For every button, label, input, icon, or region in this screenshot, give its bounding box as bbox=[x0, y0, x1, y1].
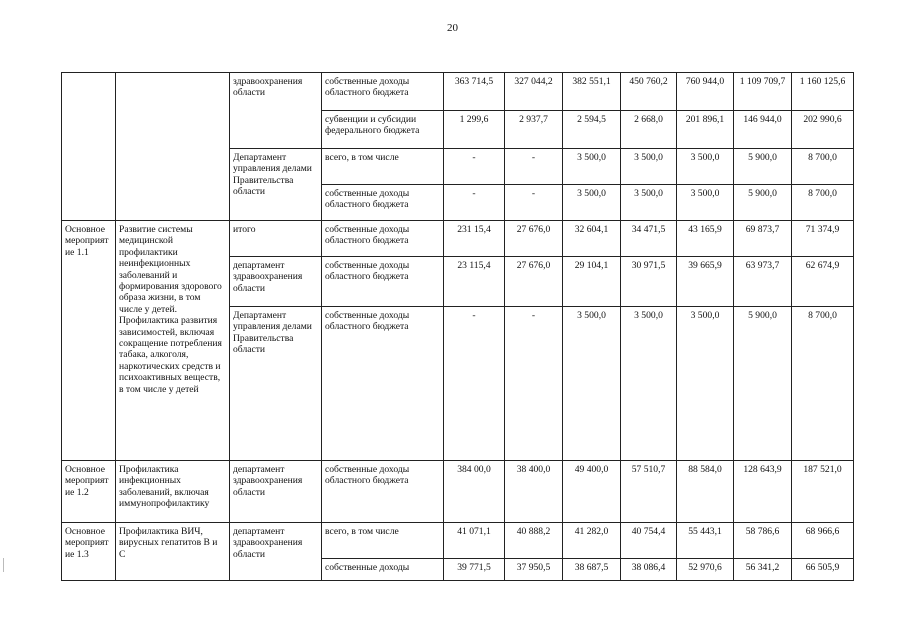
executor-cell: Департамент управления делами Правительства области bbox=[230, 149, 322, 221]
measure-cell: Основное мероприятие 1.2 bbox=[62, 461, 116, 523]
value-cell: 187 521,0 bbox=[792, 461, 854, 523]
value-cell: 38 086,4 bbox=[621, 559, 677, 581]
value-cell: 40 888,2 bbox=[505, 523, 563, 559]
value-cell: 3 500,0 bbox=[563, 185, 621, 221]
description-cell bbox=[116, 73, 230, 221]
measure-cell: Основное мероприятие 1.3 bbox=[62, 523, 116, 581]
table-row bbox=[62, 221, 854, 257]
value-cell: 37 950,5 bbox=[505, 559, 563, 581]
value-cell: 8 700,0 bbox=[792, 307, 854, 461]
value-cell: 5 900,0 bbox=[734, 307, 792, 461]
value-cell: 38 400,0 bbox=[505, 461, 563, 523]
value-cell: 363 714,5 bbox=[444, 73, 505, 111]
value-cell: 5 900,0 bbox=[734, 149, 792, 185]
table-row bbox=[62, 73, 854, 111]
value-cell: 57 510,7 bbox=[621, 461, 677, 523]
value-cell: - bbox=[505, 307, 563, 461]
value-cell: 62 674,9 bbox=[792, 257, 854, 307]
executor-cell: департамент здравоохранения области bbox=[230, 461, 322, 523]
value-cell: 382 551,1 bbox=[563, 73, 621, 111]
value-cell: 3 500,0 bbox=[621, 149, 677, 185]
value-cell: 29 104,1 bbox=[563, 257, 621, 307]
value-cell: 63 973,7 bbox=[734, 257, 792, 307]
value-cell: 3 500,0 bbox=[677, 149, 734, 185]
table-row bbox=[62, 523, 854, 559]
description-cell: Профилактика инфекционных заболеваний, включая иммунопрофилактику bbox=[116, 461, 230, 523]
source-cell: собственные доходы областного бюджета bbox=[322, 185, 444, 221]
value-cell: 49 400,0 bbox=[563, 461, 621, 523]
value-cell: 40 754,4 bbox=[621, 523, 677, 559]
value-cell: 41 071,1 bbox=[444, 523, 505, 559]
value-cell: 39 665,9 bbox=[677, 257, 734, 307]
executor-cell: здравоохранения области bbox=[230, 73, 322, 149]
executor-cell: департамент здравоохранения области bbox=[230, 523, 322, 581]
source-cell: собственные доходы областного бюджета bbox=[322, 221, 444, 257]
value-cell: 384 00,0 bbox=[444, 461, 505, 523]
measure-cell bbox=[62, 73, 116, 221]
value-cell: 56 341,2 bbox=[734, 559, 792, 581]
value-cell: 8 700,0 bbox=[792, 185, 854, 221]
value-cell: - bbox=[444, 185, 505, 221]
executor-cell: департамент здравоохранения области bbox=[230, 257, 322, 307]
description-cell: Профилактика ВИЧ, вирусных гепатитов В и С bbox=[116, 523, 230, 581]
source-cell: собственные доходы областного бюджета bbox=[322, 307, 444, 461]
value-cell: 8 700,0 bbox=[792, 149, 854, 185]
value-cell: 1 109 709,7 bbox=[734, 73, 792, 111]
value-cell: - bbox=[505, 149, 563, 185]
value-cell: 71 374,9 bbox=[792, 221, 854, 257]
value-cell: 231 15,4 bbox=[444, 221, 505, 257]
value-cell: 55 443,1 bbox=[677, 523, 734, 559]
executor-cell: Департамент управления делами Правительства области bbox=[230, 307, 322, 461]
value-cell: 760 944,0 bbox=[677, 73, 734, 111]
measure-cell: Основное мероприятие 1.1 bbox=[62, 221, 116, 461]
value-cell: 2 668,0 bbox=[621, 111, 677, 149]
value-cell: 66 505,9 bbox=[792, 559, 854, 581]
value-cell: 3 500,0 bbox=[563, 149, 621, 185]
page-number: 20 bbox=[447, 22, 458, 34]
value-cell: 2 594,5 bbox=[563, 111, 621, 149]
table-row bbox=[62, 461, 854, 523]
value-cell: 30 971,5 bbox=[621, 257, 677, 307]
source-cell: собственные доходы областного бюджета bbox=[322, 73, 444, 111]
source-cell: собственные доходы областного бюджета bbox=[322, 257, 444, 307]
value-cell: 327 044,2 bbox=[505, 73, 563, 111]
value-cell: 146 944,0 bbox=[734, 111, 792, 149]
value-cell: 69 873,7 bbox=[734, 221, 792, 257]
value-cell: 27 676,0 bbox=[505, 221, 563, 257]
value-cell: - bbox=[505, 185, 563, 221]
value-cell: 450 760,2 bbox=[621, 73, 677, 111]
value-cell: 41 282,0 bbox=[563, 523, 621, 559]
value-cell: 23 115,4 bbox=[444, 257, 505, 307]
value-cell: 58 786,6 bbox=[734, 523, 792, 559]
value-cell: 3 500,0 bbox=[621, 307, 677, 461]
value-cell: 38 687,5 bbox=[563, 559, 621, 581]
value-cell: 39 771,5 bbox=[444, 559, 505, 581]
scan-edge-mark bbox=[3, 558, 4, 572]
value-cell: 88 584,0 bbox=[677, 461, 734, 523]
value-cell: 3 500,0 bbox=[563, 307, 621, 461]
source-cell: субвенции и субсидии федерального бюджета bbox=[322, 111, 444, 149]
value-cell: 27 676,0 bbox=[505, 257, 563, 307]
source-cell: всего, в том числе bbox=[322, 149, 444, 185]
budget-table bbox=[61, 72, 854, 581]
description-cell: Развитие системы медицинской профилактики неинфекционных заболеваний и формирования здорового образа жизни, в том числе у детей. Профилактика развития зависимостей, включая сокращение потребления табака, алкоголя, наркотических средств и психоактивных веществ, в том числе у детей bbox=[116, 221, 230, 461]
value-cell: - bbox=[444, 149, 505, 185]
source-cell: собственные доходы bbox=[322, 559, 444, 581]
value-cell: 32 604,1 bbox=[563, 221, 621, 257]
source-cell: собственные доходы областного бюджета bbox=[322, 461, 444, 523]
value-cell: 3 500,0 bbox=[677, 307, 734, 461]
value-cell: - bbox=[444, 307, 505, 461]
value-cell: 1 160 125,6 bbox=[792, 73, 854, 111]
value-cell: 201 896,1 bbox=[677, 111, 734, 149]
value-cell: 3 500,0 bbox=[621, 185, 677, 221]
value-cell: 34 471,5 bbox=[621, 221, 677, 257]
value-cell: 5 900,0 bbox=[734, 185, 792, 221]
value-cell: 202 990,6 bbox=[792, 111, 854, 149]
value-cell: 52 970,6 bbox=[677, 559, 734, 581]
source-cell: всего, в том числе bbox=[322, 523, 444, 559]
value-cell: 1 299,6 bbox=[444, 111, 505, 149]
executor-cell: итого bbox=[230, 221, 322, 257]
value-cell: 128 643,9 bbox=[734, 461, 792, 523]
value-cell: 43 165,9 bbox=[677, 221, 734, 257]
value-cell: 2 937,7 bbox=[505, 111, 563, 149]
value-cell: 3 500,0 bbox=[677, 185, 734, 221]
value-cell: 68 966,6 bbox=[792, 523, 854, 559]
